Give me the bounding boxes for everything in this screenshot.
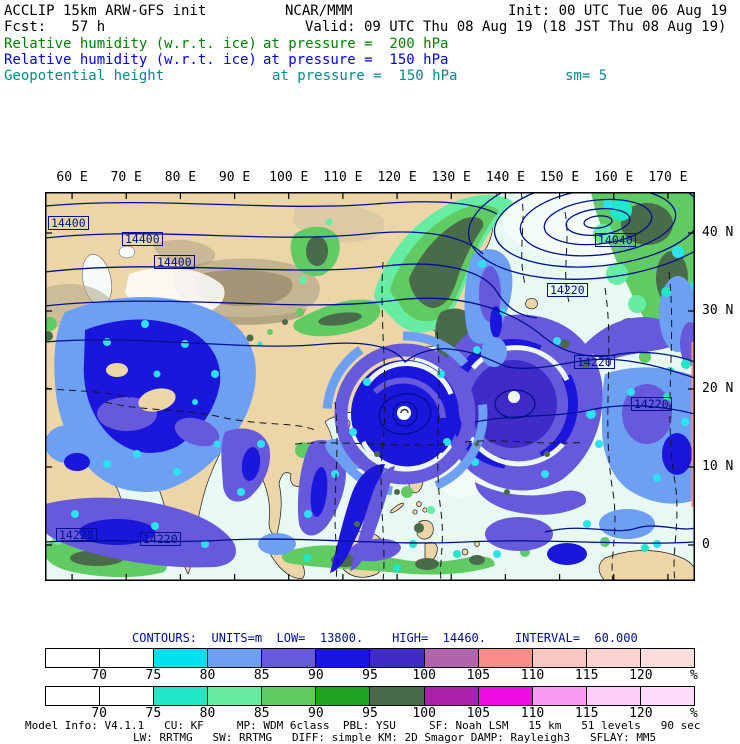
center-name: NCAR/MMM xyxy=(285,3,353,19)
colorbar-segment xyxy=(316,649,370,667)
colorbar-tick-label: 75 xyxy=(145,706,162,721)
contour-label: 14400 xyxy=(48,216,89,230)
colorbar-tick-label: 85 xyxy=(253,706,270,721)
map-canvas xyxy=(45,192,695,581)
colorbar-segment xyxy=(533,649,587,667)
colorbar-segment xyxy=(154,687,208,705)
colorbar-segment xyxy=(100,649,154,667)
colorbar-tick-label: 80 xyxy=(199,668,216,683)
colorbar-tick-label: 105 xyxy=(466,668,491,683)
colorbar-segment xyxy=(425,687,479,705)
field2-level: at pressure = 150 hPa xyxy=(263,52,449,68)
colorbar-tick-label: 115 xyxy=(574,706,599,721)
contour-label: 14220 xyxy=(574,355,615,369)
model-info-line2: LW: RRTMG SW: RRTMG DIFF: simple KM: 2D Smagor DAMP: Rayleigh3 SFLAY: MM5 xyxy=(133,731,657,744)
colorbar-tick-label: 105 xyxy=(466,706,491,721)
weather-map xyxy=(45,192,695,581)
forecast-hour: Fcst: 57 h xyxy=(4,19,106,35)
contour-info: CONTOURS: UNITS=m LOW= 13800. HIGH= 14460. INTERVAL= 60.000 xyxy=(132,631,638,645)
field3-level: at pressure = 150 hPa xyxy=(272,68,458,84)
colorbar-segment xyxy=(46,649,100,667)
colorbar-tick-label: 115 xyxy=(574,668,599,683)
colorbar-tick-label: 95 xyxy=(362,706,378,721)
colorbar-segment xyxy=(316,687,370,705)
colorbar-segment xyxy=(262,649,316,667)
init-time: Init: 00 UTC Tue 06 Aug 19 xyxy=(508,3,728,19)
lon-tick-label: 60 E xyxy=(56,170,88,185)
lon-tick-label: 130 E xyxy=(431,170,471,185)
rh-150hpa-colorbar xyxy=(45,648,695,668)
colorbar-segment xyxy=(479,649,533,667)
lon-tick-label: 90 E xyxy=(218,170,251,185)
rh-200hpa-colorbar xyxy=(45,686,695,706)
colorbar-segment xyxy=(587,649,641,667)
lon-tick-label: 140 E xyxy=(485,170,525,185)
colorbar-segment xyxy=(533,687,587,705)
lon-tick-label: 120 E xyxy=(377,170,417,185)
field1-level: at pressure = 200 hPa xyxy=(263,36,449,52)
lon-tick-label: 100 E xyxy=(269,170,309,185)
field1-label: Relative humidity (w.r.t. ice) xyxy=(4,36,257,52)
field3-smooth: sm= 5 xyxy=(565,68,608,84)
colorbar-unit-label: % xyxy=(690,668,698,683)
contour-label: 14400 xyxy=(122,232,163,246)
colorbar-segment xyxy=(208,649,262,667)
colorbar-tick-label: 90 xyxy=(308,668,324,683)
colorbar-segment xyxy=(262,687,316,705)
colorbar-tick-label: 100 xyxy=(412,668,436,683)
lon-tick-label: 160 E xyxy=(594,170,634,185)
lat-tick-label: 10 N xyxy=(702,459,734,474)
colorbar-segment xyxy=(479,687,533,705)
valid-time: Valid: 09 UTC Thu 08 Aug 19 (18 JST Thu 08 Aug 19) xyxy=(305,19,727,35)
colorbar-segment xyxy=(100,687,154,705)
colorbar-unit-label: % xyxy=(690,706,698,721)
colorbar-segment xyxy=(370,649,424,667)
colorbar-tick-label: 70 xyxy=(91,706,107,721)
colorbar-tick-label: 100 xyxy=(412,706,436,721)
contour-label: 14220 xyxy=(631,397,672,411)
rh-200hpa-colorbar-labels xyxy=(45,706,705,720)
lat-tick-label: 30 N xyxy=(702,303,734,318)
colorbar-tick-label: 90 xyxy=(308,706,324,721)
colorbar-tick-label: 95 xyxy=(362,668,378,683)
colorbar-tick-label: 75 xyxy=(145,668,162,683)
lat-tick-label: 40 N xyxy=(702,225,734,240)
lon-tick-label: 70 E xyxy=(110,170,142,185)
lon-tick-label: 110 E xyxy=(323,170,363,185)
contour-label: 14220 xyxy=(140,532,181,546)
colorbar-segment xyxy=(208,687,262,705)
lon-tick-label: 80 E xyxy=(164,170,197,185)
lat-tick-label: 20 N xyxy=(702,381,734,396)
colorbar-tick-label: 80 xyxy=(199,706,216,721)
rh-150hpa-colorbar-labels xyxy=(45,668,705,682)
contour-label: 14400 xyxy=(154,255,195,269)
lon-tick-label: 150 E xyxy=(540,170,580,185)
colorbar-segment xyxy=(641,649,694,667)
colorbar-segment xyxy=(587,687,641,705)
typhoon-eye xyxy=(397,406,411,420)
colorbar-tick-label: 110 xyxy=(520,706,545,721)
field2-label: Relative humidity (w.r.t. ice) xyxy=(4,52,257,68)
contour-label: 14040 xyxy=(595,233,636,247)
colorbar-segment xyxy=(154,649,208,667)
lon-tick-label: 170 E xyxy=(648,170,688,185)
colorbar-tick-label: 120 xyxy=(629,668,653,683)
colorbar-tick-label: 85 xyxy=(253,668,270,683)
model-title: ACCLIP 15km ARW-GFS init xyxy=(4,3,207,19)
model-info-line1: Model Info: V4.1.1 CU: KF MP: WDM 6class PBL: YSU SF: Noah LSM 15 km 51 levels 90 sec xyxy=(25,719,701,732)
contour-label: 14220 xyxy=(56,528,97,542)
field3-label: Geopotential height xyxy=(4,68,165,84)
colorbar-tick-label: 70 xyxy=(91,668,107,683)
colorbar-segment xyxy=(425,649,479,667)
colorbar-segment xyxy=(46,687,100,705)
colorbar-segment xyxy=(641,687,694,705)
colorbar-segment xyxy=(370,687,424,705)
contour-label: 14220 xyxy=(547,283,588,297)
lat-tick-label: 0 xyxy=(702,537,710,552)
colorbar-tick-label: 120 xyxy=(629,706,653,721)
colorbar-tick-label: 110 xyxy=(520,668,545,683)
